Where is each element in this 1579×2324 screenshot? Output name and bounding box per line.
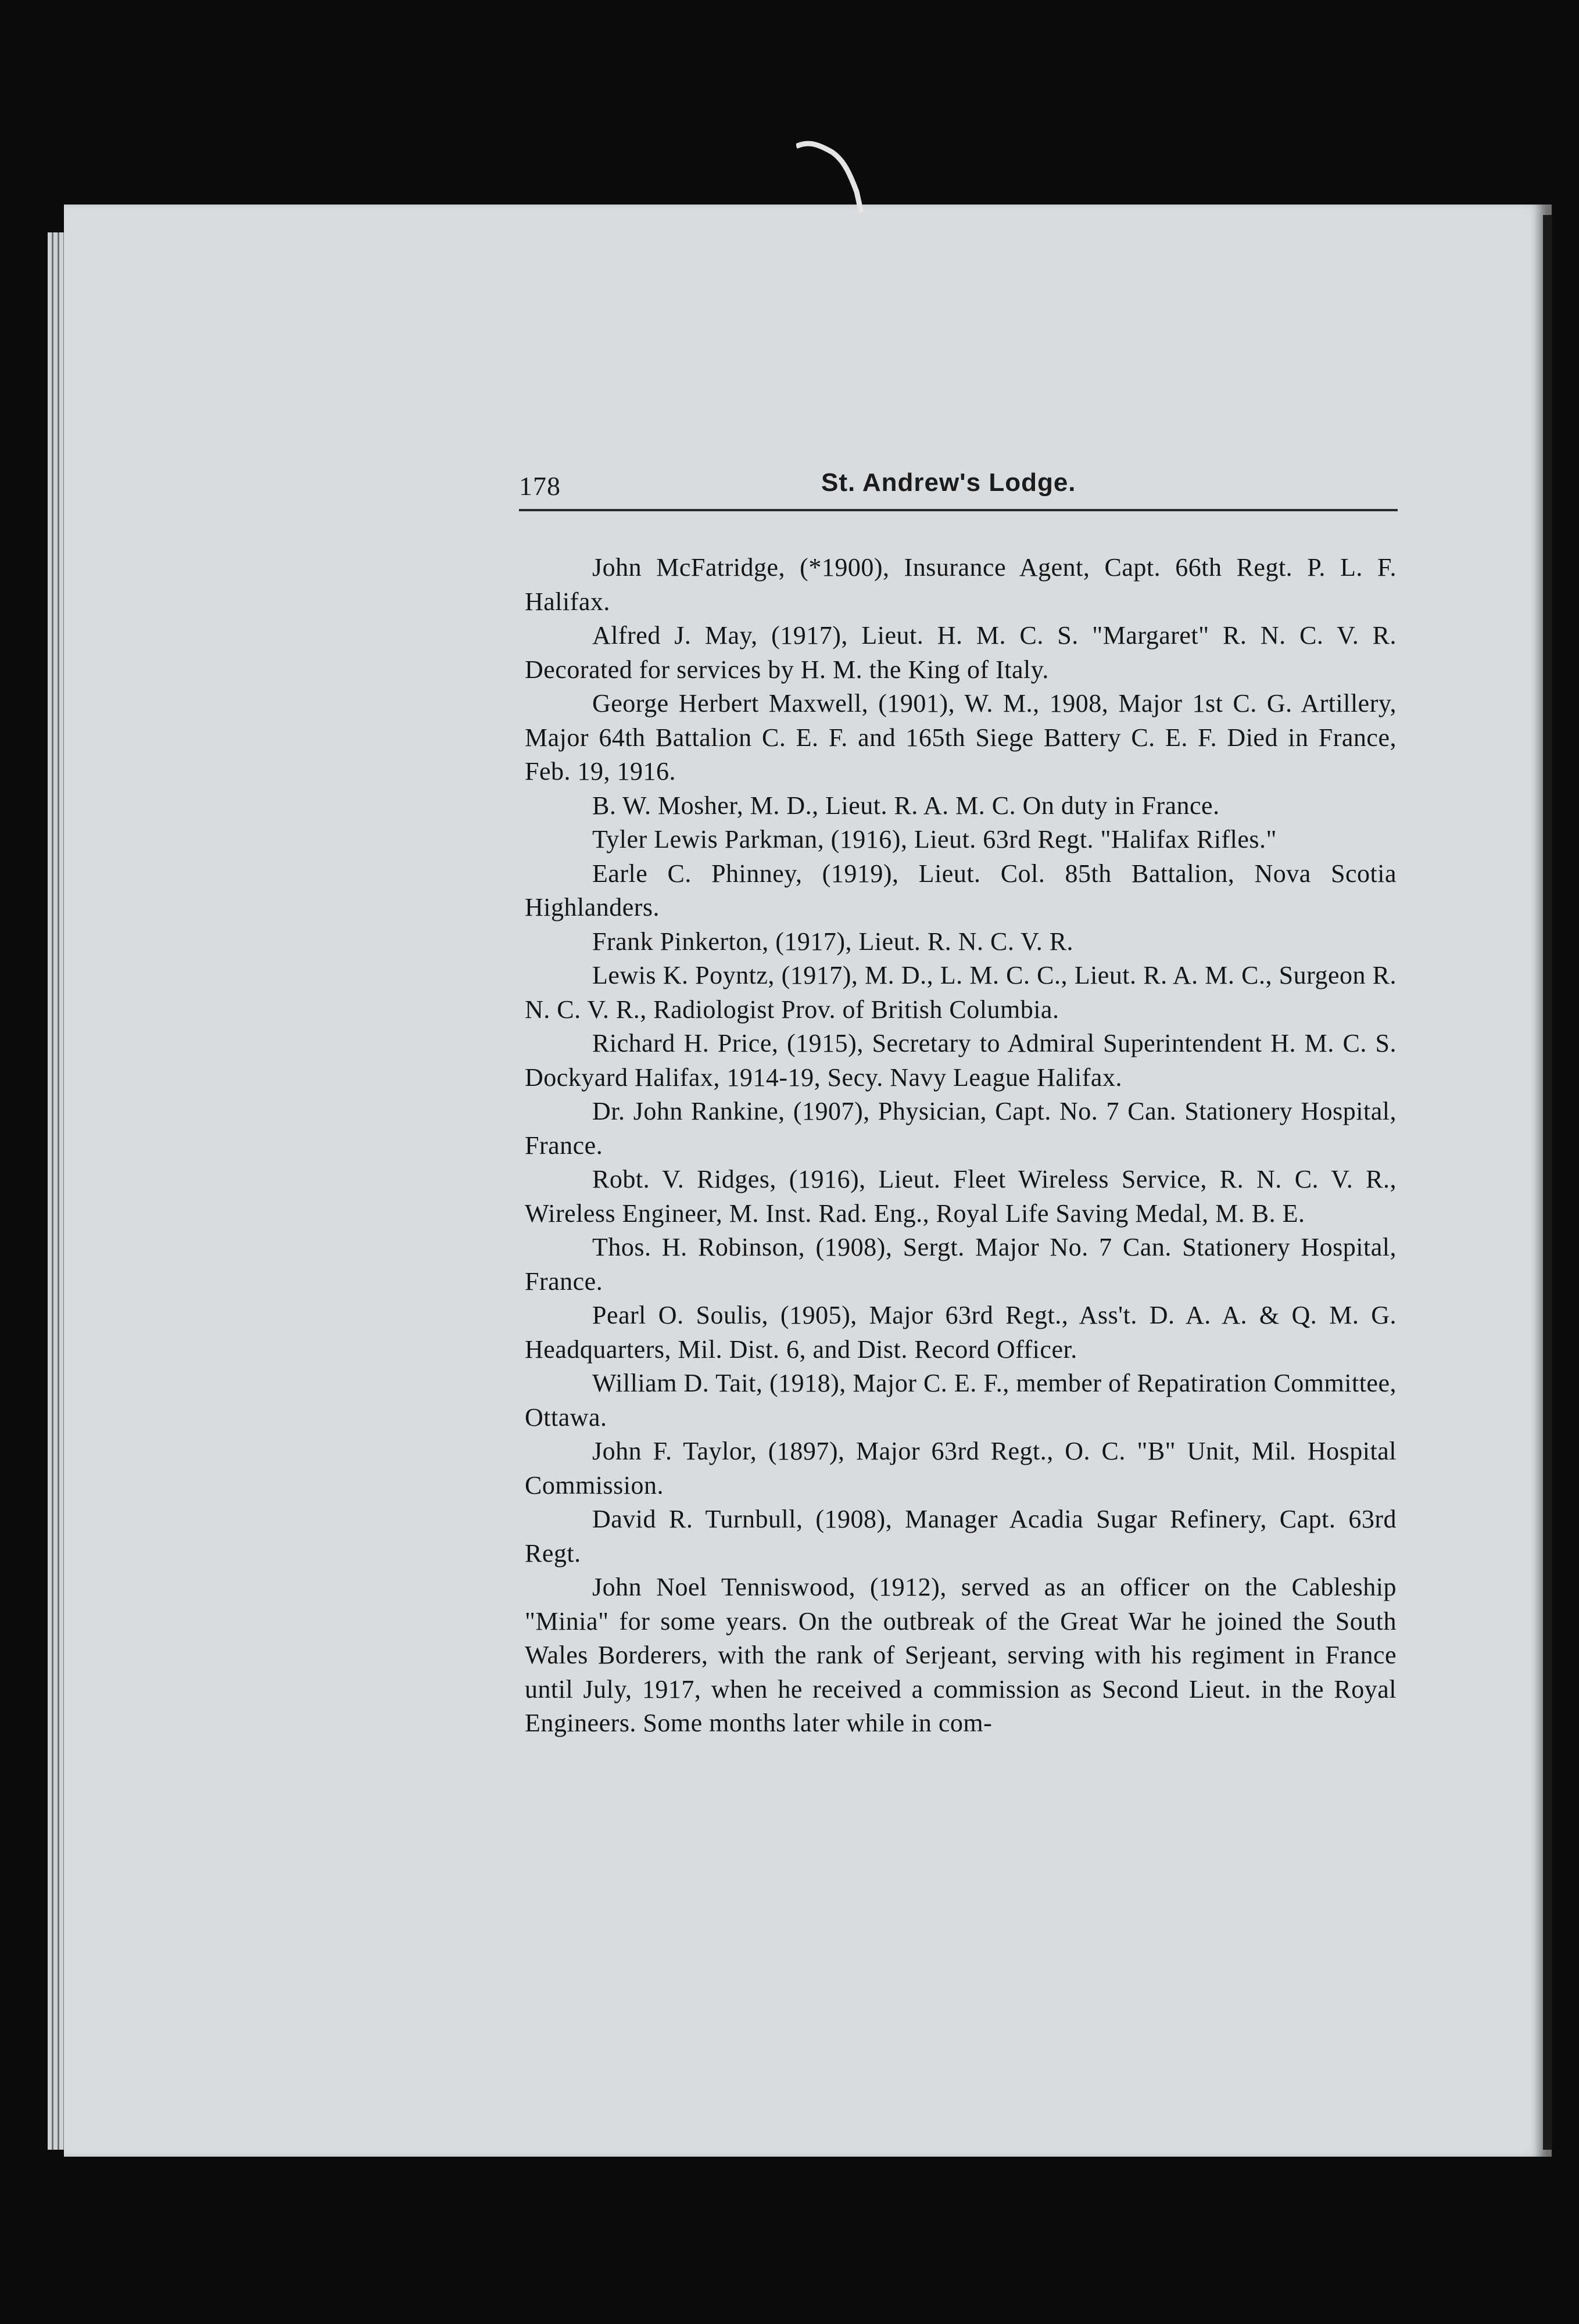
ribbon-bookmark-icon [796, 138, 889, 214]
member-entry: Alfred J. May, (1917), Lieut. H. M. C. S. "Margaret" R. N. C. V. R. Decorated for services by H. M. the King of Italy. [525, 621, 1397, 684]
page-header [519, 468, 1398, 503]
member-entry: John Noel Tenniswood, (1912), served as an officer on the Cableship "Minia" for some years. On the outbreak of the Great War he joined the South Wales Borderers, with the rank of Serjeant, serving with his regiment in France until July, 1917, when he received a commission as Second Lieut. in the Royal Engineers. Some months later while in com- [525, 1573, 1397, 1737]
running-title: St. Andrew's Lodge. [821, 468, 1076, 497]
member-entry: B. W. Mosher, M. D., Lieut. R. A. M. C. On duty in France. [592, 791, 1220, 820]
member-entries [525, 551, 1397, 1741]
member-entry: Thos. H. Robinson, (1908), Sergt. Major No. 7 Can. Stationery Hospital, France. [525, 1233, 1397, 1296]
member-entry: George Herbert Maxwell, (1901), W. M., 1908, Major 1st C. G. Artillery, Major 64th Battalion C. E. F. and 165th Siege Battery C. E. F. Died in France, Feb. 19, 1916. [525, 689, 1397, 786]
member-entry: Pearl O. Soulis, (1905), Major 63rd Regt., Ass't. D. A. A. & Q. M. G. Headquarters, Mil. Dist. 6, and Dist. Record Officer. [525, 1301, 1397, 1364]
member-entry: Robt. V. Ridges, (1916), Lieut. Fleet Wireless Service, R. N. C. V. R., Wireless Engineer, M. Inst. Rad. Eng., Royal Life Saving Medal, M. B. E. [525, 1165, 1397, 1228]
member-entry: John F. Taylor, (1897), Major 63rd Regt., O. C. "B" Unit, Mil. Hospital Commission. [525, 1437, 1397, 1500]
member-entry: Earle C. Phinney, (1919), Lieut. Col. 85th Battalion, Nova Scotia Highlanders. [525, 859, 1397, 921]
header-rule [519, 509, 1398, 511]
member-entry: Dr. John Rankine, (1907), Physician, Capt. No. 7 Can. Stationery Hospital, France. [525, 1097, 1397, 1160]
page-right-edge [1543, 215, 1552, 2150]
member-entry: Frank Pinkerton, (1917), Lieut. R. N. C. V. R. [592, 927, 1074, 956]
member-entry: John McFatridge, (*1900), Insurance Agent, Capt. 66th Regt. P. L. F. Halifax. [525, 553, 1397, 616]
member-entry: Tyler Lewis Parkman, (1916), Lieut. 63rd Regt. "Halifax Rifles." [592, 825, 1277, 853]
member-entry: William D. Tait, (1918), Major C. E. F., member of Repatiration Committee, Ottawa. [525, 1369, 1397, 1432]
page-number: 178 [519, 471, 561, 501]
member-entry: Richard H. Price, (1915), Secretary to Admiral Superintendent H. M. C. S. Dockyard Halifax, 1914-19, Secy. Navy League Halifax. [525, 1029, 1397, 1092]
member-entry: David R. Turnbull, (1908), Manager Acadia Sugar Refinery, Capt. 63rd Regt. [525, 1505, 1397, 1568]
member-entry: Lewis K. Poyntz, (1917), M. D., L. M. C. C., Lieut. R. A. M. C., Surgeon R. N. C. V. R., Radiologist Prov. of British Columbia. [525, 961, 1397, 1024]
